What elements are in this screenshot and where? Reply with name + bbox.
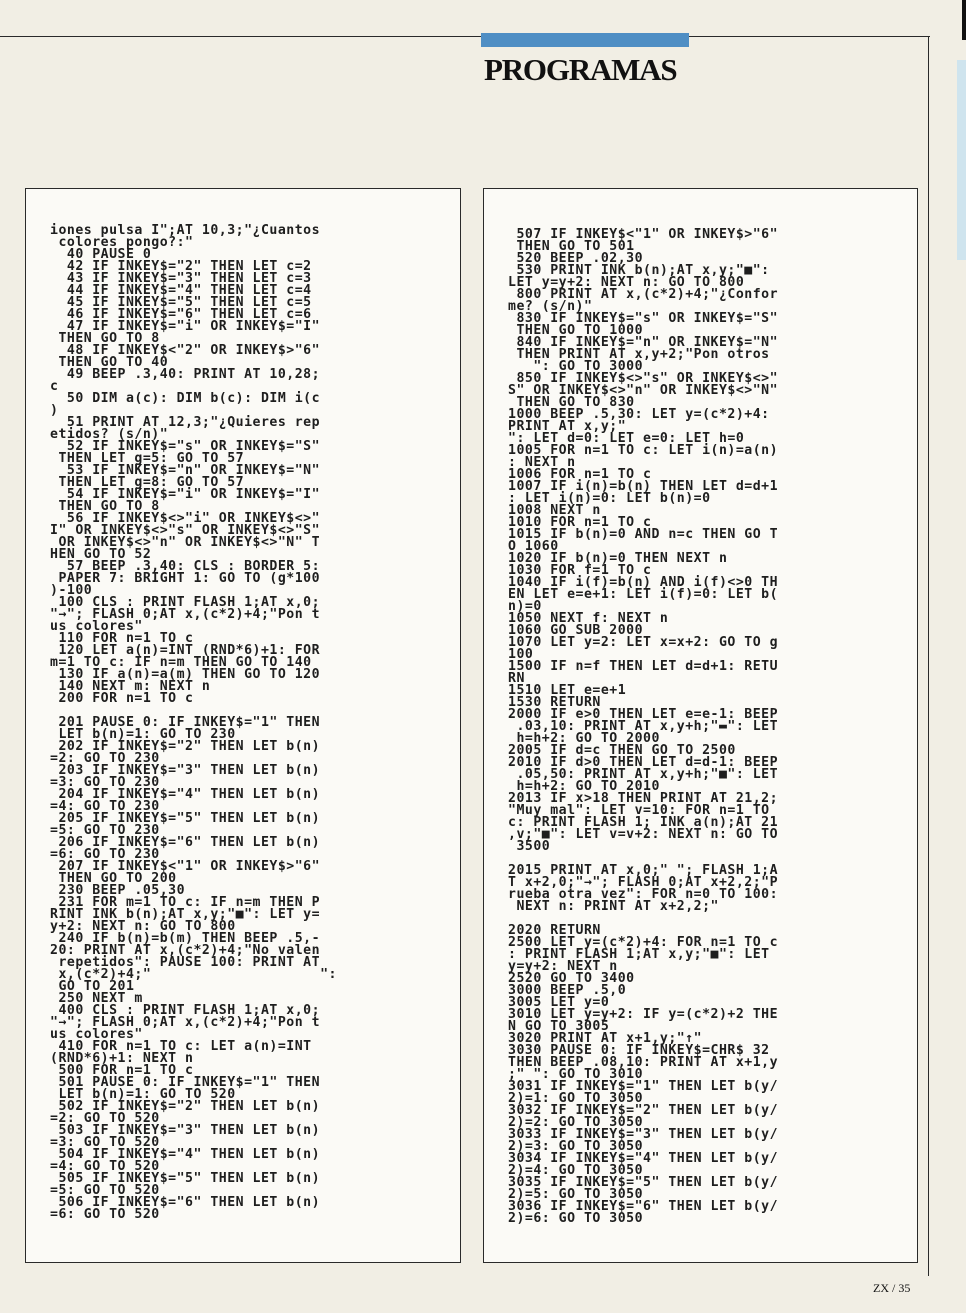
page-number: ZX / 35 xyxy=(873,1281,911,1295)
section-color-tab xyxy=(481,33,689,47)
page-edge-mark xyxy=(962,0,966,40)
basic-listing-right: 507 IF INKEY$<"1" OR INKEY$>"6" THEN GO TO 501 520 BEEP .02,30 530 PRINT INK b(n);AT x,y;"■": LET y=y+2: NEXT n: GO TO 800 800 PRINT AT x,(c*2)+4;"¿Confor me? (s/n)" 830 IF INKEY$="s" OR INKEY$="S" THEN GO TO 1000 840 IF INKEY$="n" OR INKEY$="N" THEN PRINT AT x,y+2;"Pon otros ": GO TO 3000 850 IF INKEY$<>"s" OR INKEY$<>" S" OR INKEY$<>"n" OR INKEY$<>"N" THEN GO TO 830 1000 BEEP .5,30: LET y=(c*2)+4: PRINT AT x,y;" ": LET d=0: LET e=0: LET h=0 1005 FOR n=1 TO c: LET i(n)=a(n) : NEXT n 1006 FOR n=1 TO c 1007 IF i(n)=b(n) THEN LET d=d+1 : LET i(n)=0: LET b(n)=0 1008 NEXT n 1010 FOR n=1 TO c 1015 IF b(n)=0 AND n=c THEN GO T O 1060 1020 IF b(n)=0 THEN NEXT n 1030 FOR f=1 TO c 1040 IF i(f)=b(n) AND i(f)<>0 TH EN LET e=e+1: LET i(f)=0: LET b( n)=0 1050 NEXT f: NEXT n 1060 GO SUB 2000 1070 LET y=2: LET x=x+2: GO TO g 100 1500 IF n=f THEN LET d=d+1: RETU RN 1510 LET e=e+1 1530 RETURN 2000 IF e>0 THEN LET e=e-1: BEEP .03,10: PRINT AT x,y+h;"▬": LET h=h+2: GO TO 2000 2005 IF d=c THEN GO TO 2500 2010 IF d>0 THEN LET d=d-1: BEEP .05,50: PRINT AT x,y+h;"■": LET h=h+2: GO TO 2010 2013 IF x>18 THEN PRINT AT 21,2; "Muy mal": LET v=10: FOR n=1 TO c: PRINT FLASH 1; INK a(n);AT 21 ,v;"■": LET v=v+2: NEXT n: GO TO 3500 2015 PRINT AT x,0;" "; FLASH 1;A T x+2,0;"→"; FLASH 0;AT x+2,2;"P rueba otra vez": FOR n=0 TO 100: NEXT n: PRINT AT x+2,2;" 2020 RETURN 2500 LET y=(c*2)+4: FOR n=1 TO c : PRINT FLASH 1;AT x,y;"■": LET y=y+2: NEXT n 2520 GO TO 3400 3000 BEEP .5,0 3005 LET y=0 3010 LET y=y+2: IF y=(c*2)+2 THE N GO TO 3005 3020 PRINT AT x+1,y;"↑" 3030 PAUSE 0: IF INKEY$=CHR$ 32 THEN BEEP .08,10: PRINT AT x+1,y ;" ": GO TO 3010 3031 IF INKEY$="1" THEN LET b(y/ 2)=1: GO TO 3050 3032 IF INKEY$="2" THEN LET b(y/ 2)=2: GO TO 3050 3033 IF INKEY$="3" THEN LET b(y/ 2)=3: GO TO 3050 3034 IF INKEY$="4" THEN LET b(y/ 2)=4: GO TO 3050 3035 IF INKEY$="5" THEN LET b(y/ 2)=5: GO TO 3050 3036 IF INKEY$="6" THEN LET b(y/ 2)=6: GO TO 3050 xyxy=(508,227,779,1226)
listing-panel-right xyxy=(483,188,918,1263)
header-rule xyxy=(0,36,930,37)
section-title: PROGRAMAS xyxy=(484,52,677,87)
listing-panel-left xyxy=(25,188,461,1263)
basic-listing-left: iones pulsa I";AT 10,3;"¿Cuantos colores pongo?:" 40 PAUSE 0 42 IF INKEY$="2" THEN LET c=2 43 IF INKEY$="3" THEN LET c=3 44 IF INKEY$="4" THEN LET c=4 45 IF INKEY$="5" THEN LET c=5 46 IF INKEY$="6" THEN LET c=6 47 IF INKEY$="i" OR INKEY$="I" THEN GO TO 8 48 IF INKEY$<"2" OR INKEY$>"6" THEN GO TO 40 49 BEEP .3,40: PRINT AT 10,28; c 50 DIM a(c): DIM b(c): DIM i(c ) 51 PRINT AT 12,3;"¿Quieres rep etidos? (s/n)" 52 IF INKEY$="s" OR INKEY$="S" THEN LET g=5: GO TO 57 53 IF INKEY$="n" OR INKEY$="N" THEN LET g=8: GO TO 57 54 IF INKEY$="i" OR INKEY$="I" THEN GO TO 8 56 IF INKEY$<>"i" OR INKEY$<>" I" OR INKEY$<>"s" OR INKEY$<>"S" OR INKEY$<>"n" OR INKEY$<>"N" T HEN GO TO 52 57 BEEP .3,40: CLS : BORDER 5: PAPER 7: BRIGHT 1: GO TO (g*100 )-100 100 CLS : PRINT FLASH 1;AT x,0; "→"; FLASH 0;AT x,(c*2)+4;"Pon t us colores" 110 FOR n=1 TO c 120 LET a(n)=INT (RND*6)+1: FOR m=1 TO c: IF n=m THEN GO TO 140 130 IF a(n)=a(m) THEN GO TO 120 140 NEXT m: NEXT n 200 FOR n=1 TO c 201 PAUSE 0: IF INKEY$="1" THEN LET b(n)=1: GO TO 230 202 IF INKEY$="2" THEN LET b(n) =2: GO TO 230 203 IF INKEY$="3" THEN LET b(n) =3: GO TO 230 204 IF INKEY$="4" THEN LET b(n) =4: GO TO 230 205 IF INKEY$="5" THEN LET b(n) =5: GO TO 230 206 IF INKEY$="6" THEN LET b(n) =6: GO TO 230 207 IF INKEY$<"1" OR INKEY$>"6" THEN GO TO 200 230 BEEP .05,30 231 FOR m=1 TO c: IF n=m THEN P RINT INK b(n);AT x,y;"■": LET y= y+2: NEXT n: GO TO 800 240 IF b(n)=b(m) THEN BEEP .5,- 20: PRINT AT x,(c*2)+4;"No valen repetidos": PAUSE 100: PRINT AT x,(c*2)+4;" ": GO TO 201 250 NEXT m 400 CLS : PRINT FLASH 1;AT x,0; "→"; FLASH 0;AT x,(c*2)+4;"Pon t us colores" 410 FOR n=1 TO c: LET a(n)=INT (RND*6)+1: NEXT n 500 FOR n=1 TO c 501 PAUSE 0: IF INKEY$="1" THEN LET b(n)=1: GO TO 520 502 IF INKEY$="2" THEN LET b(n) =2: GO TO 520 503 IF INKEY$="3" THEN LET b(n) =3: GO TO 520 504 IF INKEY$="4" THEN LET b(n) =4: GO TO 520 505 IF INKEY$="5" THEN LET b(n) =5: GO TO 520 506 IF INKEY$="6" THEN LET b(n) =6: GO TO 520 xyxy=(50,223,337,1222)
page-edge-tint xyxy=(957,60,966,260)
page-margin-rule xyxy=(928,36,929,1276)
